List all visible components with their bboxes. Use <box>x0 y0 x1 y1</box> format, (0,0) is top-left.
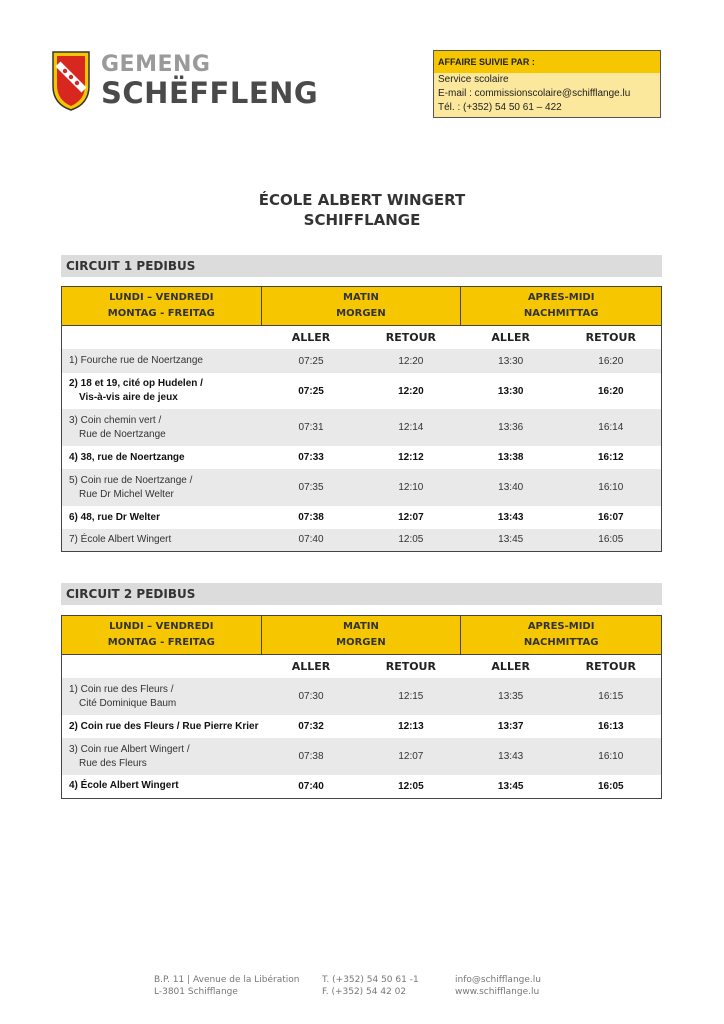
table-header-row <box>62 616 662 655</box>
time-m-retour: 12:05 <box>361 775 461 798</box>
pm-retour-label: RETOUR <box>561 655 662 679</box>
apres-midi-header: APRES-MIDI NACHMITTAG <box>461 287 662 326</box>
time-a-retour: 16:05 <box>561 775 662 798</box>
time-a-retour: 16:10 <box>561 469 662 506</box>
stop-name: 1) Coin rue des Fleurs / Cité Dominique Baum <box>62 678 262 715</box>
coat-of-arms-icon <box>51 50 91 112</box>
time-m-retour: 12:14 <box>361 409 461 446</box>
stop-name: 4) École Albert Wingert <box>62 775 262 798</box>
footer-address <box>154 974 300 998</box>
time-a-aller: 13:37 <box>461 715 561 738</box>
stop-name: 2) Coin rue des Fleurs / Rue Pierre Krier <box>62 715 262 738</box>
time-m-retour: 12:13 <box>361 715 461 738</box>
circuit-2-heading: CIRCUIT 2 PEDIBUS <box>61 583 662 605</box>
time-m-retour: 12:10 <box>361 469 461 506</box>
table-row <box>62 529 662 551</box>
footer-address-1: B.P. 11 | Avenue de la Libération <box>154 975 300 985</box>
circuit-1-table <box>61 286 662 552</box>
time-a-aller: 13:43 <box>461 506 561 529</box>
stop-name: 7) École Albert Wingert <box>62 529 262 551</box>
time-a-aller: 13:30 <box>461 349 561 373</box>
matin-retour-label: RETOUR <box>361 655 461 679</box>
matin-header: MATIN MORGEN <box>261 287 461 326</box>
time-m-aller: 07:40 <box>261 529 361 551</box>
table-subheader-row <box>62 326 662 350</box>
footer-phone <box>322 974 419 998</box>
time-m-retour: 12:20 <box>361 349 461 373</box>
title-line-1: ÉCOLE ALBERT WINGERT <box>258 191 466 209</box>
table-row <box>62 469 662 506</box>
table-row <box>62 446 662 469</box>
footer-web[interactable]: www.schifflange.lu <box>455 987 540 997</box>
time-a-aller: 13:45 <box>461 775 561 798</box>
stop-name: 3) Coin rue Albert Wingert / Rue des Fleurs <box>62 738 262 775</box>
time-m-aller: 07:25 <box>261 349 361 373</box>
table-row <box>62 678 662 715</box>
table-row <box>62 738 662 775</box>
time-a-aller: 13:38 <box>461 446 561 469</box>
table-row <box>62 506 662 529</box>
municipality-logo <box>51 50 318 112</box>
time-m-retour: 12:05 <box>361 529 461 551</box>
table-row <box>62 775 662 798</box>
time-a-retour: 16:07 <box>561 506 662 529</box>
stop-name: 1) Fourche rue de Noertzange <box>62 349 262 373</box>
time-m-retour: 12:20 <box>361 373 461 409</box>
time-a-aller: 13:35 <box>461 678 561 715</box>
contact-box <box>433 50 661 118</box>
time-m-retour: 12:07 <box>361 738 461 775</box>
page-title <box>0 190 724 230</box>
pm-retour-label: RETOUR <box>561 326 662 350</box>
time-m-aller: 07:30 <box>261 678 361 715</box>
table-row <box>62 715 662 738</box>
time-m-aller: 07:38 <box>261 506 361 529</box>
table-row <box>62 409 662 446</box>
time-m-retour: 12:07 <box>361 506 461 529</box>
footer-address-2: L-3801 Schifflange <box>154 987 238 997</box>
matin-aller-label: ALLER <box>261 326 361 350</box>
matin-aller-label: ALLER <box>261 655 361 679</box>
time-a-retour: 16:12 <box>561 446 662 469</box>
time-a-retour: 16:20 <box>561 349 662 373</box>
logo-line-1: GEMENG <box>101 52 211 77</box>
time-m-aller: 07:40 <box>261 775 361 798</box>
contact-email[interactable]: E-mail : commissionscolaire@schifflange.lu <box>438 88 631 99</box>
time-m-aller: 07:32 <box>261 715 361 738</box>
matin-retour-label: RETOUR <box>361 326 461 350</box>
time-a-aller: 13:45 <box>461 529 561 551</box>
time-a-retour: 16:10 <box>561 738 662 775</box>
time-m-aller: 07:33 <box>261 446 361 469</box>
days-header: LUNDI – VENDREDI MONTAG - FREITAG <box>62 287 262 326</box>
footer-links <box>455 974 541 998</box>
table-subheader-row <box>62 655 662 679</box>
time-a-retour: 16:05 <box>561 529 662 551</box>
contact-phone: Tél. : (+352) 54 50 61 – 422 <box>438 102 562 113</box>
time-m-retour: 12:12 <box>361 446 461 469</box>
pm-aller-label: ALLER <box>461 655 561 679</box>
circuit-2-table <box>61 615 662 799</box>
footer-fax: F. (+352) 54 42 02 <box>322 987 407 997</box>
stop-name: 4) 38, rue de Noertzange <box>62 446 262 469</box>
time-a-retour: 16:15 <box>561 678 662 715</box>
stop-name: 5) Coin rue de Noertzange / Rue Dr Michel Welter <box>62 469 262 506</box>
table-row <box>62 349 662 373</box>
time-m-aller: 07:25 <box>261 373 361 409</box>
table-header-row <box>62 287 662 326</box>
time-a-aller: 13:40 <box>461 469 561 506</box>
stop-name: 2) 18 et 19, cité op Hudelen / Vis-à-vis aire de jeux <box>62 373 262 409</box>
time-a-aller: 13:36 <box>461 409 561 446</box>
time-a-retour: 16:20 <box>561 373 662 409</box>
time-a-retour: 16:14 <box>561 409 662 446</box>
matin-header: MATIN MORGEN <box>261 616 461 655</box>
table-row <box>62 373 662 409</box>
apres-midi-header: APRES-MIDI NACHMITTAG <box>461 616 662 655</box>
circuit-1-heading: CIRCUIT 1 PEDIBUS <box>61 255 662 277</box>
stop-name: 6) 48, rue Dr Welter <box>62 506 262 529</box>
days-header: LUNDI – VENDREDI MONTAG - FREITAG <box>62 616 262 655</box>
time-a-retour: 16:13 <box>561 715 662 738</box>
contact-header: AFFAIRE SUIVIE PAR : <box>434 51 660 73</box>
time-m-aller: 07:35 <box>261 469 361 506</box>
time-a-aller: 13:43 <box>461 738 561 775</box>
time-m-retour: 12:15 <box>361 678 461 715</box>
footer-email[interactable]: info@schifflange.lu <box>455 975 541 985</box>
title-line-2: SCHIFFLANGE <box>303 211 421 229</box>
time-m-aller: 07:38 <box>261 738 361 775</box>
footer-tel: T. (+352) 54 50 61 -1 <box>322 975 419 985</box>
logo-line-2: SCHËFFLENG <box>101 76 319 110</box>
stop-name: 3) Coin chemin vert / Rue de Noertzange <box>62 409 262 446</box>
time-a-aller: 13:30 <box>461 373 561 409</box>
contact-service: Service scolaire <box>438 74 509 85</box>
pm-aller-label: ALLER <box>461 326 561 350</box>
time-m-aller: 07:31 <box>261 409 361 446</box>
